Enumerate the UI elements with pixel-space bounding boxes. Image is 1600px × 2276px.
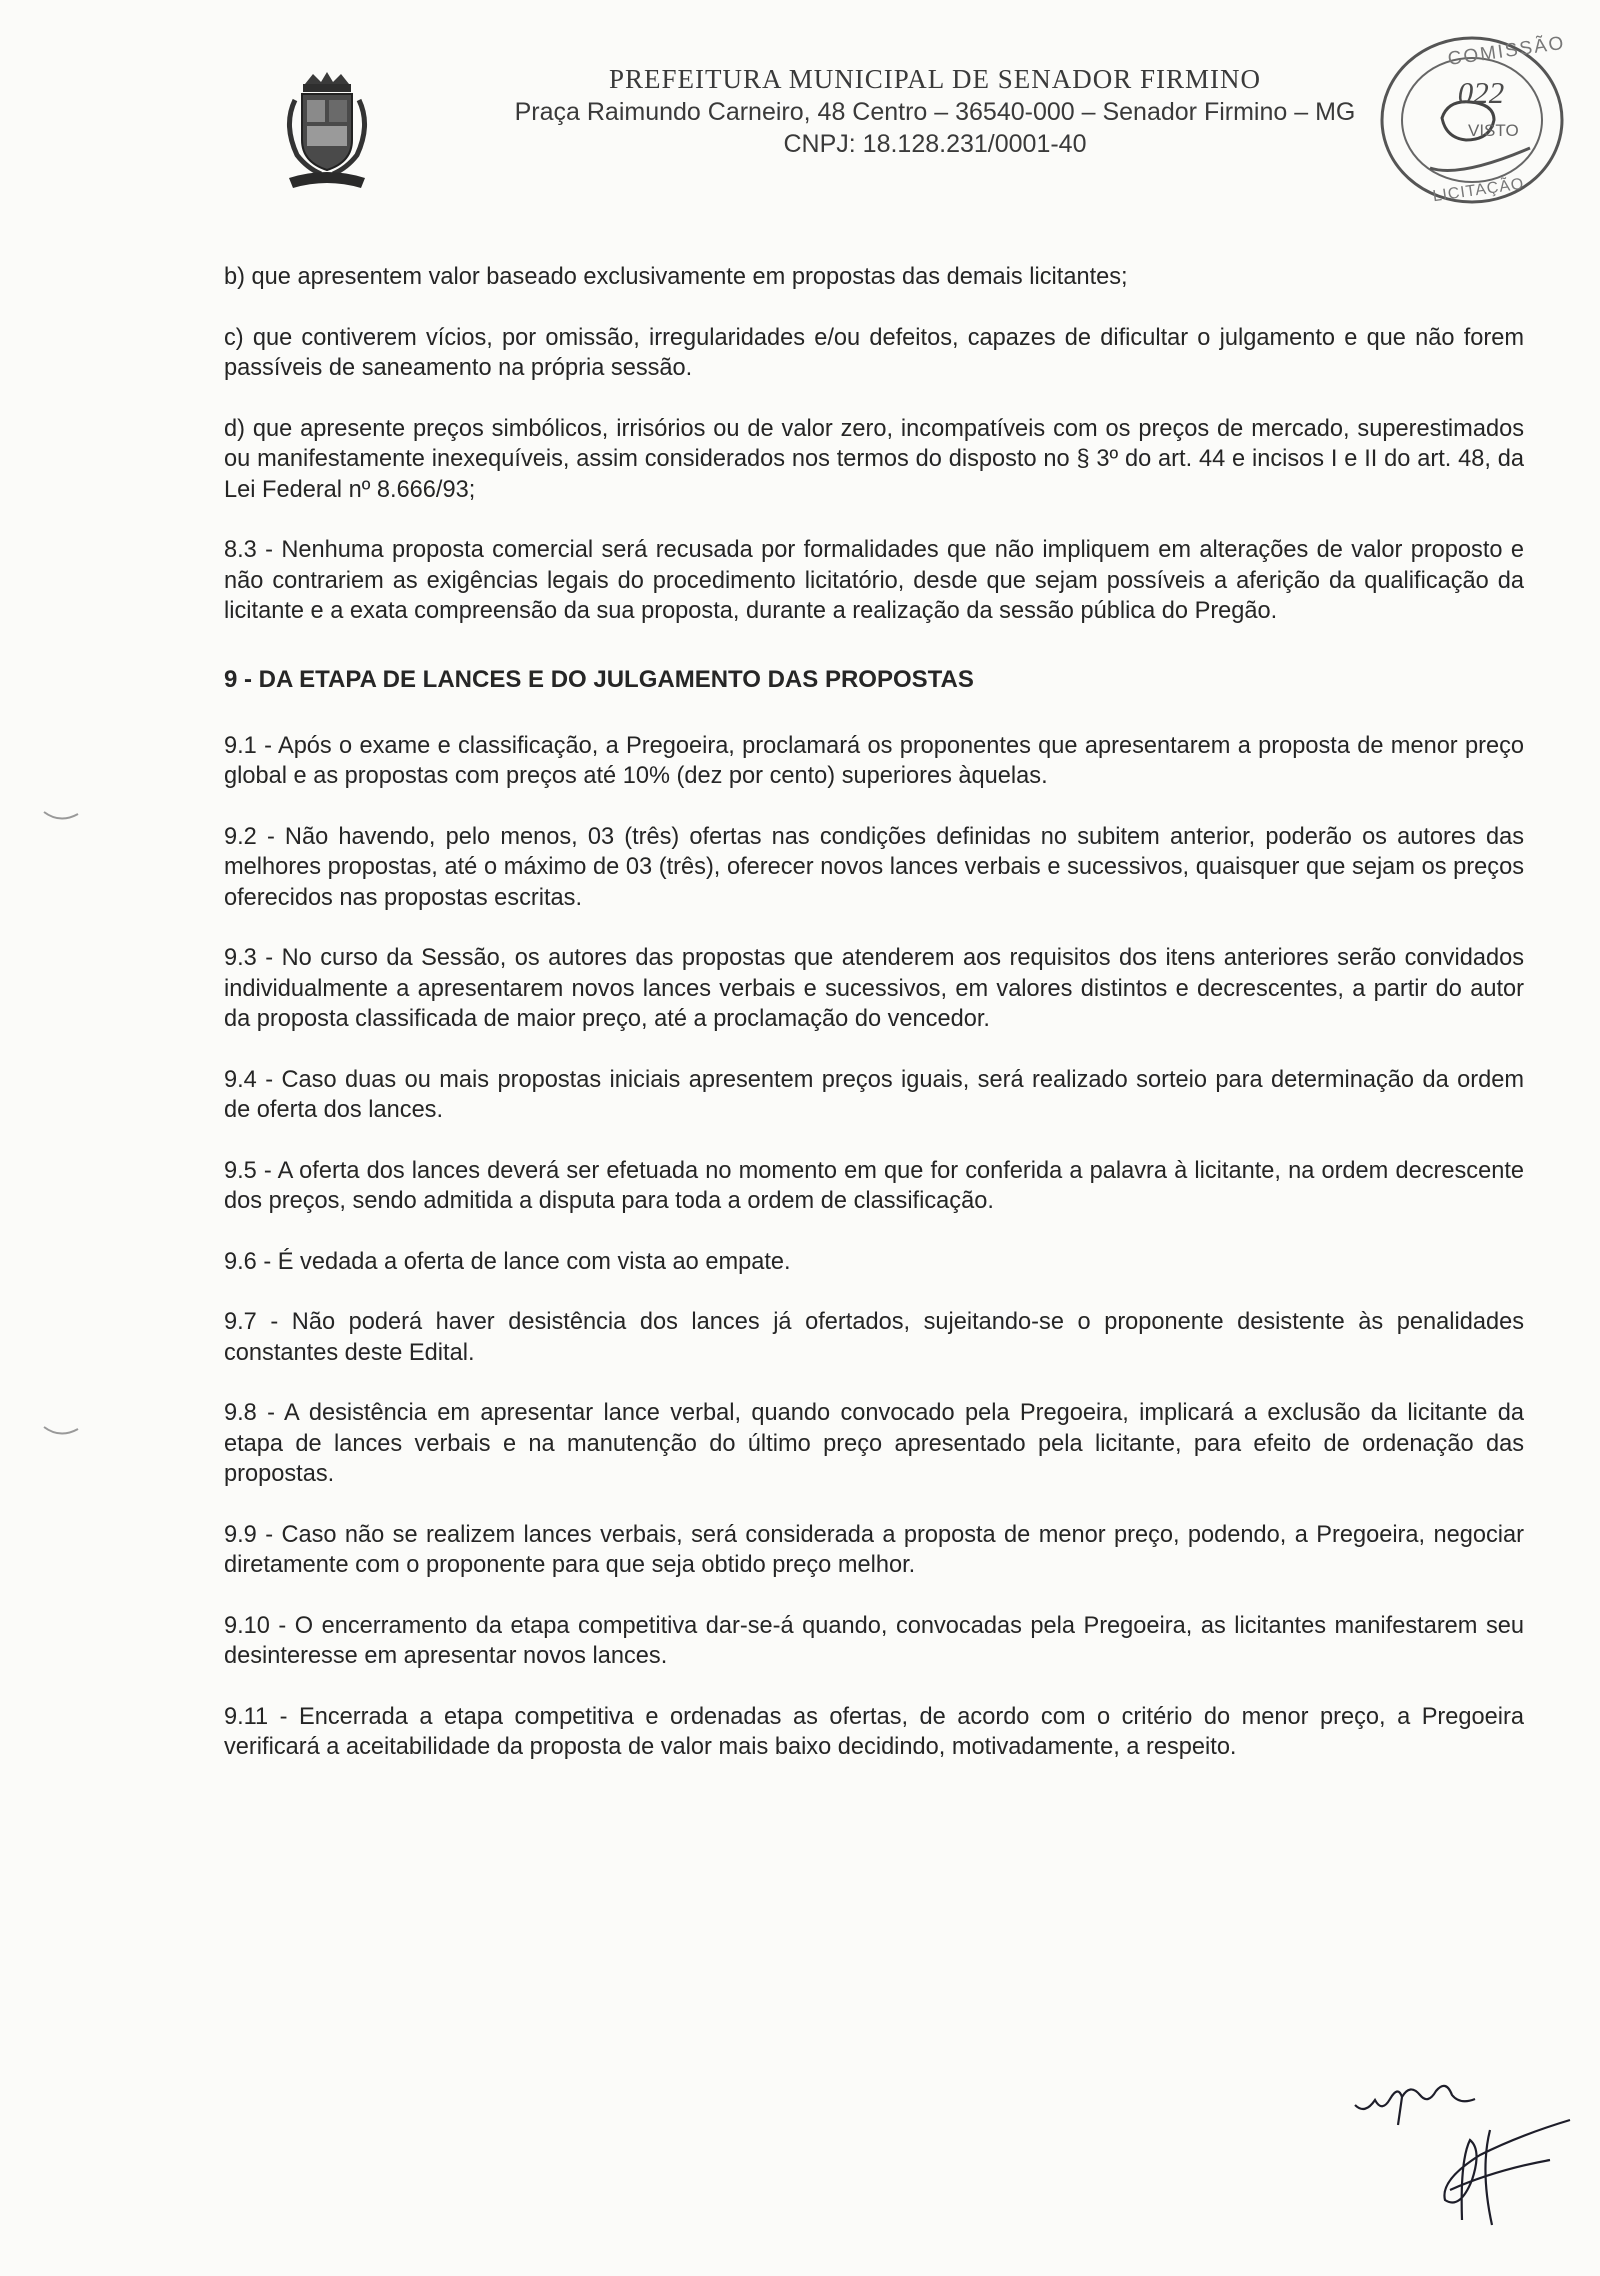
signature-rubric bbox=[1400, 2100, 1580, 2240]
municipality-address: Praça Raimundo Carneiro, 48 Centro – 36540-000 – Senador Firmino – MG bbox=[514, 98, 1356, 126]
margin-mark-icon bbox=[42, 808, 82, 828]
item-b: b) que apresentem valor baseado exclusivamente em propostas das demais licitantes; bbox=[224, 264, 1128, 290]
section-9-11: 9.11 - Encerrada a etapa competitiva e ordenadas as ofertas, de acordo com o critério do menor preço, a Pregoeira verificará a aceitabilidade da proposta de valor mais baixo decidindo, motivadamente, a respeito. bbox=[224, 1703, 1524, 1760]
margin-mark-icon bbox=[42, 1423, 82, 1443]
letterhead bbox=[440, 62, 1430, 160]
section-9-2: 9.2 - Não havendo, pelo menos, 03 (três) ofertas nas condições definidas no subitem anterior, poderão os autores das melhores propostas, até o máximo de 03 (três), oferecer novos lances verbais e sucessivos, quaisquer que sejam os preços oferecidos nas propostas escritas. bbox=[224, 823, 1524, 911]
commission-stamp bbox=[1370, 28, 1575, 213]
stamp-page-number: 022 bbox=[1457, 75, 1505, 110]
section-9-5: 9.5 - A oferta dos lances deverá ser efetuada no momento em que for conferida a palavra à licitante, na ordem decrescente dos preços, sendo admitida a disputa para toda a ordem de classificação. bbox=[224, 1157, 1524, 1214]
item-d: d) que apresente preços simbólicos, irrisórios ou de valor zero, incompatíveis com os preços de mercado, superestimados ou manifestamente inexequíveis, assim considerados nos termos do disposto no § 3º do art. 44 e incisos I e II do art. 48, da Lei Federal nº 8.666/93; bbox=[224, 415, 1524, 503]
stamp-visto-text: VISTO bbox=[1468, 121, 1519, 140]
section-9-4: 9.4 - Caso duas ou mais propostas iniciais apresentem preços iguais, será realizado sorteio para determinação da ordem de oferta dos lances. bbox=[224, 1066, 1524, 1123]
section-9-3: 9.3 - No curso da Sessão, os autores das propostas que atenderem aos requisitos dos itens anteriores serão convidados individualmente a apresentarem novos lances verbais e sucessivos, em valores distintos e decrescentes, a partir do autor da proposta classificada de maior preço, até a proclamação do vencedor. bbox=[224, 945, 1524, 1032]
section-9-6: 9.6 - É vedada a oferta de lance com vista ao empate. bbox=[224, 1248, 791, 1275]
municipality-cnpj: CNPJ: 18.128.231/0001-40 bbox=[783, 130, 1087, 158]
municipality-title: PREFEITURA MUNICIPAL DE SENADOR FIRMINO bbox=[608, 64, 1262, 94]
document-body bbox=[224, 262, 1524, 1763]
stamp-top-text: COMISSÃO bbox=[1446, 32, 1567, 70]
section-9-9: 9.9 - Caso não se realizem lances verbais, será considerada a proposta de menor preço, podendo, a Pregoeira, negociar diretamente com o proponente para que seja obtido preço melhor. bbox=[224, 1521, 1524, 1578]
section-9-7: 9.7 - Não poderá haver desistência dos lances já ofertados, sujeitando-se o proponente desistente às penalidades constantes deste Edital. bbox=[224, 1309, 1524, 1366]
section-9-heading: 9 - DA ETAPA DE LANCES E DO JULGAMENTO DAS PROPOSTAS bbox=[224, 665, 974, 693]
stamp-bottom-text: LICITAÇÃO bbox=[1431, 175, 1526, 206]
section-9-8: 9.8 - A desistência em apresentar lance verbal, quando convocado pela Pregoeira, implicará a exclusão da licitante da etapa de lances verbais e na manutenção do último preço apresentado pela licitante, para efeito de ordenação das propostas. bbox=[224, 1400, 1524, 1487]
section-9-1: 9.1 - Após o exame e classificação, a Pregoeira, proclamará os proponentes que apresentarem a proposta de menor preço global e as propostas com preços até 10% (dez por cento) superiores àquelas. bbox=[224, 732, 1524, 789]
section-8-3: 8.3 - Nenhuma proposta comercial será recusada por formalidades que não impliquem em alterações de valor proposto e não contrariem as exigências legais do procedimento licitatório, desde que sejam possíveis a aferição da qualificação da licitante e a exata compreensão da sua proposta, durante a realização da sessão pública do Pregão. bbox=[224, 537, 1524, 624]
section-9-10: 9.10 - O encerramento da etapa competitiva dar-se-á quando, convocadas pela Pregoeira, as licitantes manifestarem seu desinteresse em apresentar novos lances. bbox=[224, 1612, 1524, 1669]
item-c: c) que contiverem vícios, por omissão, irregularidades e/ou defeitos, capazes de dificultar o julgamento e que não forem passíveis de saneamento na própria sessão. bbox=[224, 324, 1524, 381]
coat-of-arms-logo bbox=[275, 70, 380, 195]
